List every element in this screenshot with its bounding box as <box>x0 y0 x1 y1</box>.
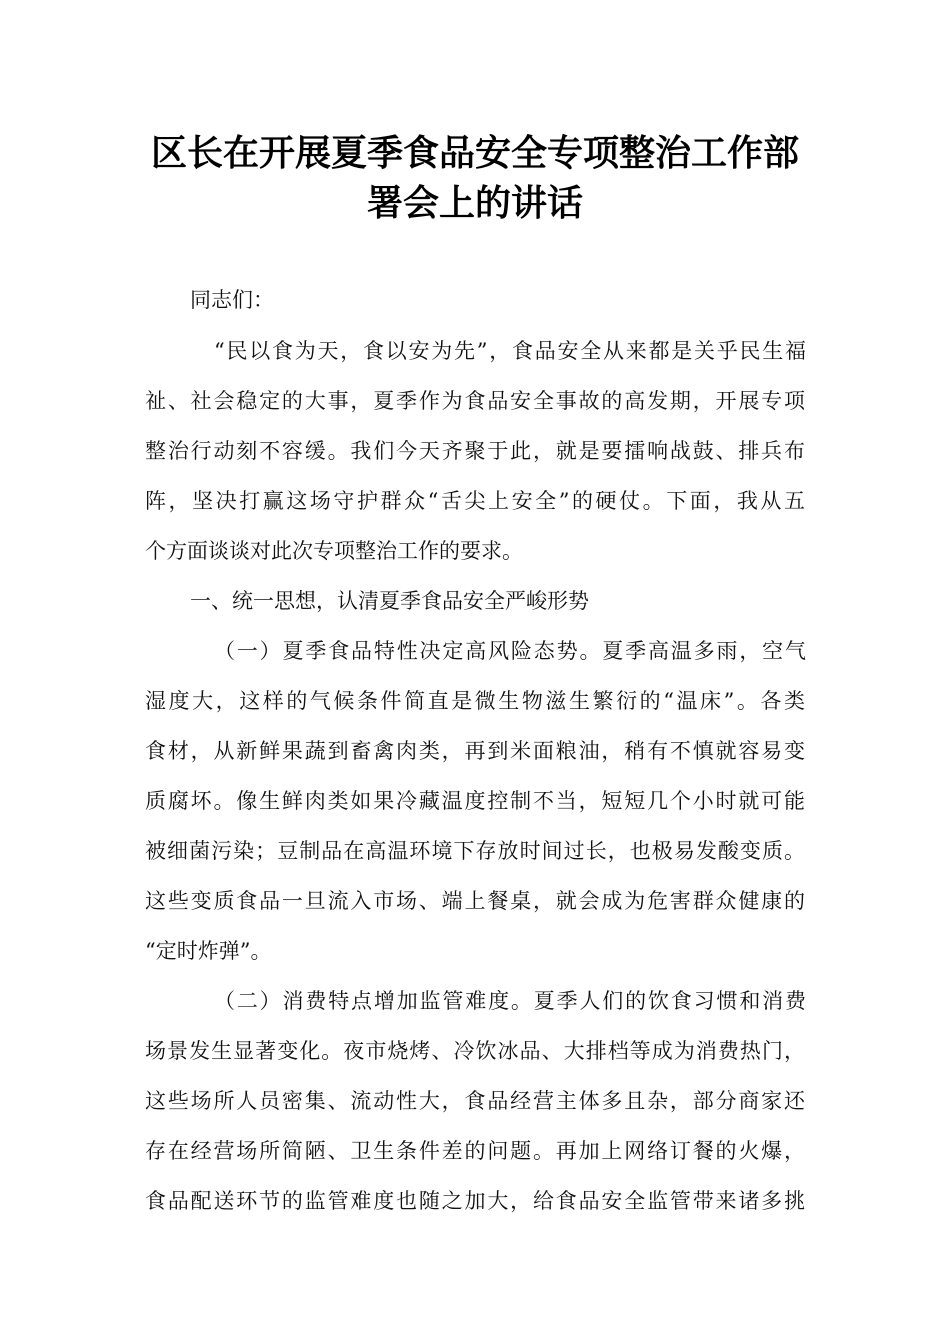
document-title-line-1: 区长在开展夏季食品安全专项整治工作部 <box>150 133 799 174</box>
paragraph-line: 祉、社会稳定的大事，夏季作为食品安全事故的高发期，开展专项 <box>145 389 805 413</box>
paragraph-line: （一）夏季食品特性决定高风险态势。夏季高温多雨，空气 <box>214 639 806 663</box>
paragraph-line: 阵，坚决打赢这场守护群众“舌尖上安全”的硬仗。下面，我从五 <box>145 489 805 513</box>
paragraph-line: 这些场所人员密集、流动性大，食品经营主体多且杂，部分商家还 <box>145 1089 805 1113</box>
paragraph-line: “民以食为天，食以安为先”，食品安全从来都是关乎民生福 <box>214 339 806 363</box>
paragraph-line: 这些变质食品一旦流入市场、端上餐桌，就会成为危害群众健康的 <box>145 889 805 913</box>
document-title-line-2: 署会上的讲话 <box>366 183 583 224</box>
paragraph-line: （二）消费特点增加监管难度。夏季人们的饮食习惯和消费 <box>214 989 806 1013</box>
paragraph-line: 存在经营场所简陋、卫生条件差的问题。再加上网络订餐的火爆， <box>145 1139 805 1163</box>
paragraph-line: 个方面谈谈对此次专项整治工作的要求。 <box>145 539 523 563</box>
paragraph-line: 被细菌污染；豆制品在高温环境下存放时间过长，也极易发酸变质。 <box>145 839 805 863</box>
paragraph-line: 食品配送环节的监管难度也随之加大，给食品安全监管带来诸多挑 <box>145 1189 805 1213</box>
paragraph-line: 食材，从新鲜果蔬到畜禽肉类，再到米面粮油，稍有不慎就容易变 <box>145 739 805 763</box>
greeting: 同志们： <box>190 288 274 312</box>
paragraph-line: 整治行动刻不容缓。我们今天齐聚于此，就是要擂响战鼓、排兵布 <box>145 439 805 463</box>
paragraph-line: 湿度大，这样的气候条件简直是微生物滋生繁衍的“温床”。各类 <box>145 689 805 713</box>
paragraph-line: 场景发生显著变化。夜市烧烤、冷饮冰品、大排档等成为消费热门， <box>145 1039 805 1063</box>
paragraph-line: 质腐坏。像生鲜肉类如果冷藏温度控制不当，短短几个小时就可能 <box>145 789 805 813</box>
section-heading: 一、统一思想，认清夏季食品安全严峻形势 <box>190 589 589 613</box>
paragraph-line: “定时炸弹”。 <box>145 939 272 963</box>
